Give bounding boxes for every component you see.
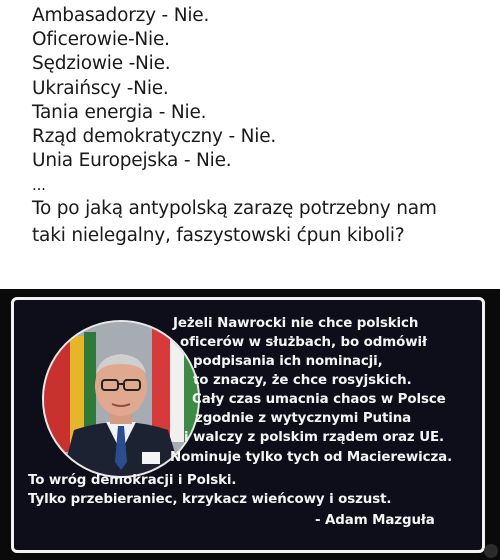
post-line-unia: Unia Europejska - Nie.: [32, 150, 232, 172]
quote-text: [14, 300, 482, 550]
corner-badge-icon: [484, 544, 498, 558]
quote-line-1: Jeżeli Nawrocki nie chce polskich: [173, 316, 419, 331]
quote-line-8: Nominuje tylko tych od Macierewicza.: [170, 450, 453, 465]
quote-line-4: to znaczy, że chce rosyjskich.: [193, 373, 412, 388]
post-ellipsis: ...: [32, 176, 46, 195]
quote-line-6: zgodnie z wytycznymi Putina: [195, 411, 412, 426]
meme-card: [11, 297, 485, 553]
quote-author: - Adam Mazguła: [315, 513, 435, 528]
quote-line-10: Tylko przebieraniec, krzykacz wieńcowy i oszust.: [28, 492, 392, 507]
quote-line-3: podpisania ich nominacji,: [193, 354, 383, 369]
post-line-oficerowie: Oficerowie-Nie.: [32, 29, 170, 51]
quote-line-2: oficerów w służbach, bo odmówił: [180, 335, 427, 350]
post-question-line-1: To po jaką antypolską zarazę potrzebny nam: [32, 198, 437, 220]
meme-image: [0, 289, 500, 560]
post-line-ukrainscy: Ukraińscy -Nie.: [32, 77, 169, 99]
post-line-rzad: Rząd demokratyczny - Nie.: [32, 126, 277, 148]
post-line-ambasadorzy: Ambasadorzy - Nie.: [32, 5, 210, 26]
post-text: [32, 4, 492, 249]
post-line-tania-energia: Tania energia - Nie.: [32, 101, 207, 123]
quote-line-5: Cały czas umacnia chaos w Polsce: [192, 392, 446, 407]
post-question-line-2: taki nielegalny, faszystowski ćpun kiboli?: [32, 225, 405, 247]
post-line-sedziowie: Sędziowie -Nie.: [32, 53, 171, 75]
quote-line-9: To wróg demokracji i Polski.: [28, 473, 237, 488]
quote-line-7: i walczy z polskim rządem oraz UE.: [184, 430, 444, 445]
